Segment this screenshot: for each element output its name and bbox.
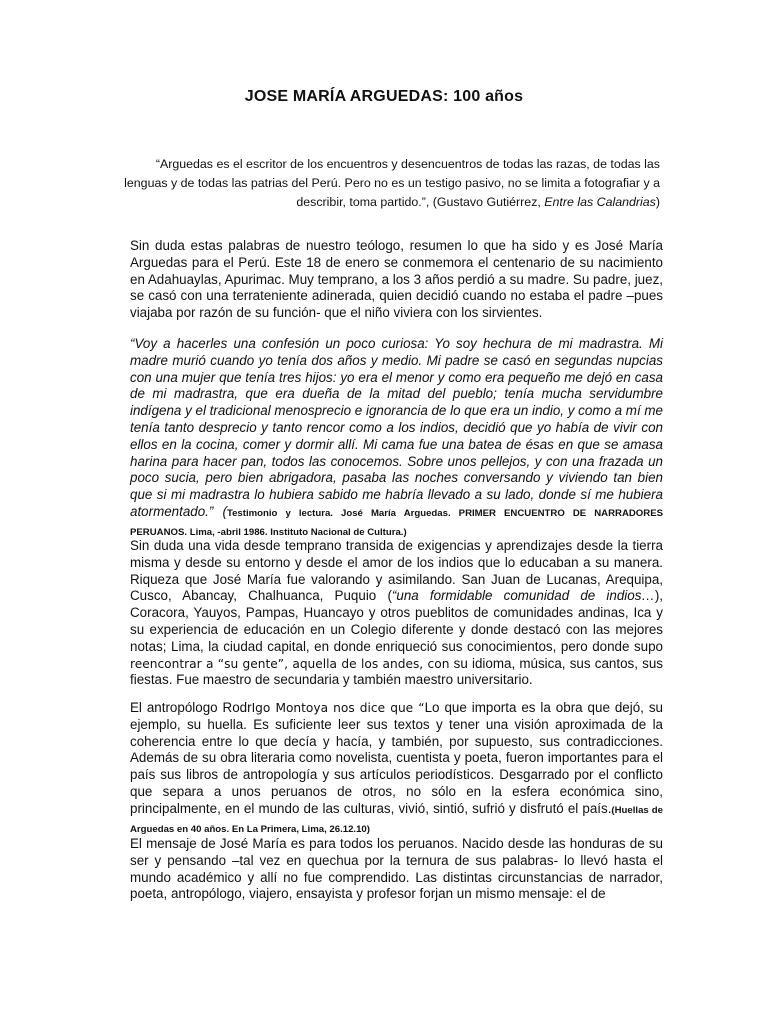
paragraph-4-part-a: El antropólogo Rodr	[130, 700, 252, 715]
epigraph-close: )	[655, 195, 660, 209]
paragraph-2-quote-block	[130, 336, 663, 542]
paragraph-3-soft: reencontrar a “su gente”, aquella de los andes, con	[130, 656, 450, 671]
paragraph-5: El mensaje de José María es para todos los peruanos. Nacido desde las honduras de su ser y pensando –tal vez en quechua por la ternura de sus palabras- lo llevó hasta el mundo académico y allí no fue comprendido. Las distintas circunstancias de narrador, poeta, antropólogo, viajero, ensayista y profesor forjan un mismo mensaje: el de	[130, 836, 663, 902]
epigraph-quote: “Arguedas es el escritor de los encuentros y desencuentros de todas las razas, de todas las lenguas y de todas las patrias del Perú. Pero no es un testigo pasivo, no se limita a fotografiar y a describir, toma partido.”, (Gustavo Gutiérrez,	[124, 157, 660, 209]
paragraph-3-italic: “una formidable comunidad de indios…	[391, 588, 655, 604]
quote-reference: Testimonio y lectura. José María Arguedas. PRIMER ENCUENTRO DE NARRADORES PERUANOS. Lima, -abril 1986. Instituto Nacional de Cultura.)	[130, 507, 663, 538]
epigraph-source-work: Entre las Calandrias	[544, 195, 656, 209]
paragraph-4-reference: (Huellas de Arguedas en 40 años. En La Primera, Lima, 26.12.10)	[130, 804, 663, 835]
paragraph-3-part-b: ), Coracora, Yauyos, Pampas, Huancayo y otros pueblitos de comunidades andinas, Ica y su experiencia de educación en un Colegio diferente y donde destacó con las mejores notas; Lima, la ciudad capital, en donde enriqueció sus conocimientos, pero donde supo	[130, 588, 663, 654]
paragraph-3-part-c: su idioma, música, sus cantos, sus fiestas. Fue maestro de secundaria y también maestro universitario.	[130, 655, 663, 688]
paragraph-1: Sin duda estas palabras de nuestro teólogo, resumen lo que ha sido y es José María Arguedas para el Perú. Este 18 de enero se conmemora el centenario de su nacimiento en Adahuaylas, Apurimac. Muy temprano, a los 3 años perdió a su madre. Su padre, juez, se casó con una terrateniente adinerada, quien decidió cuando no estaba el padre –pues viajaba por razón de su función- que el niño viviera con los sirvientes.	[130, 238, 663, 321]
arguedas-quote: “Voy a hacerles una confesión un poco curiosa: Yo soy hechura de mi madrastra. Mi madre murió cuando yo tenía dos años y medio. Mi padre se casó en segundas nupcias con una mujer que tenía tres hijos: yo era el menor y como era pequeño me dejó en casa de mi madrastra, que era dueña de la mitad del pueblo; tenía mucha servidumbre indígena y el tradicional menosprecio e ignorancia de lo que era un indio, y como a mí me tenía tanto desprecio y tanto rencor como a los indios, decidió que yo había de vivir con ellos en la cocina, comer y dormir allí. Mi cama fue una batea de ésas en que se amasa harina para hacer pan, todos las conocemos. Sobre unos pellejos, y con una frazada un poco sucia, pero bien abrigadora, pasaba las noches conversando y viviendo tan bien que si mi madrastra lo hubiera sabido me habría llevado a su lado, donde sí me hubiera atormentado.” (	[130, 336, 663, 519]
epigraph	[110, 155, 660, 212]
paragraph-3-part-a: Sin duda una vida desde temprano transida de exigencias y aprendizajes desde la tierra misma y desde su entorno y desde el amor de los indios que lo educaban a su manera. Riqueza que José María fue valorando y asimilando. San Juan de Lucanas, Arequipa, Cusco, Abancay, Chalhuanca, Puquio (	[130, 538, 663, 604]
paragraph-4-soft: Igo Montoya nos dice que “	[251, 701, 425, 715]
paragraph-4	[130, 700, 663, 838]
document-title: JOSE MARÍA ARGUEDAS: 100 años	[244, 88, 524, 105]
paragraph-4-part-b: Lo que importa es la obra que dejó, su ejemplo, su huella. Es suficiente leer sus textos y tener una visión aproximada de la coherencia entre lo que decía y hacía, y también, por supuesto, sus contradicciones. Además de su obra literaria como novelista, cuentista y poeta, fueron importantes para el país sus libros de antropología y sus artículos periodísticos. Desgarrado por el conflicto que separa a unos peruanos de otros, no sólo en la esfera económica sino, principalmente, en el mundo de las culturas, vivió, sintió, sufrió y disfrutó el país.	[130, 700, 663, 816]
paragraph-3	[130, 538, 663, 689]
